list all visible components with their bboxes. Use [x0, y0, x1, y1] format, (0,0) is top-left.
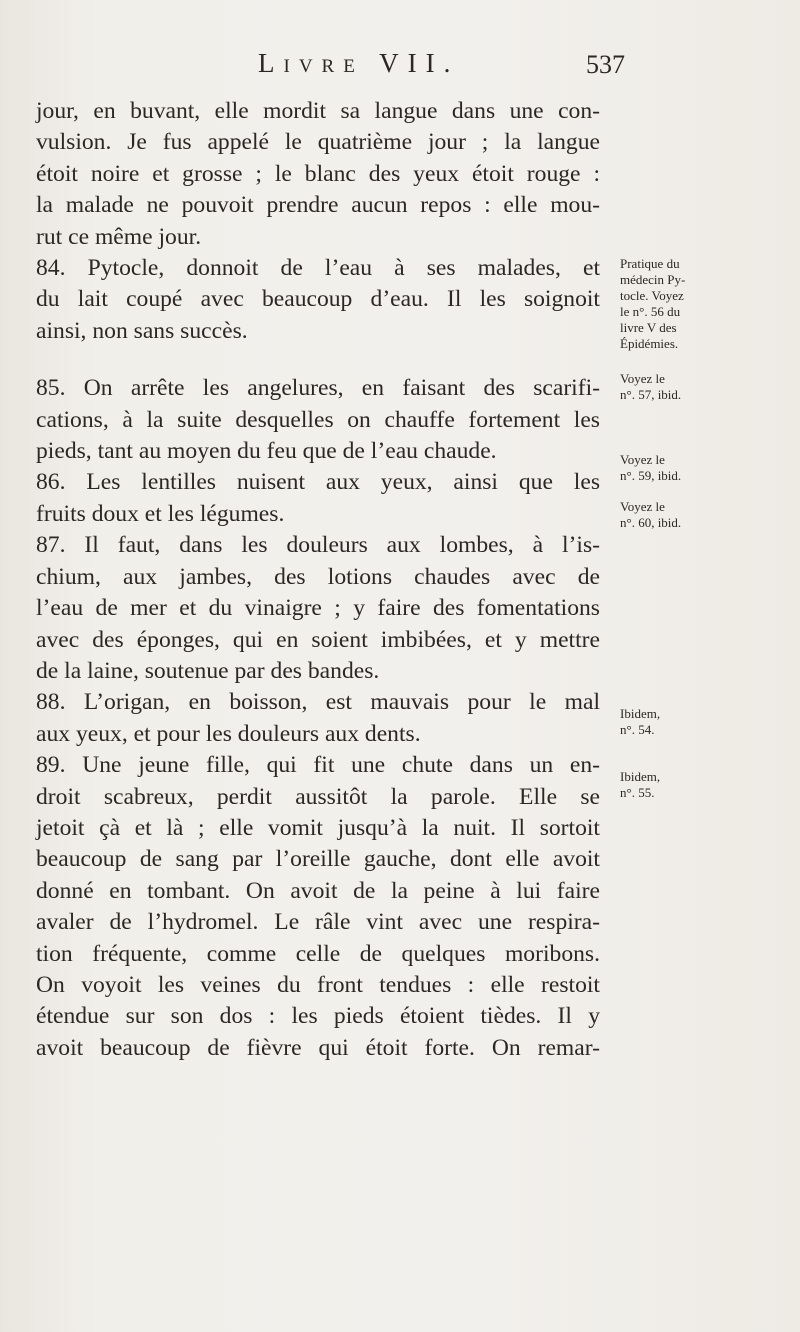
text-line: ainsi, non sans succès.	[36, 317, 248, 344]
text-line: chium, aux jambes, des lotions chaudes avec de	[36, 563, 600, 590]
text-line: donné en tombant. On avoit de la peine à lui faire	[36, 877, 600, 904]
margin-note-line: tocle. Voyez	[620, 288, 684, 303]
running-head-title: Livre VII.	[258, 48, 460, 78]
margin-note-line: n°. 60, ibid.	[620, 515, 682, 530]
margin-note-line: médecin Py-	[620, 272, 686, 287]
margin-note-line: n°. 54.	[620, 722, 655, 737]
page-number: 537	[586, 50, 625, 79]
text-line: 88. L’origan, en boisson, est mauvais pour le mal	[36, 689, 600, 716]
text-line: jetoit çà et là ; elle vomit jusqu’à la nuit. Il sortoit	[36, 814, 600, 841]
margin-note-line: le n°. 56 du	[620, 304, 681, 319]
main-text	[36, 96, 600, 1064]
text-line: On voyoit les veines du front tendues : elle restoit	[36, 971, 600, 998]
margin-note-line: Voyez le	[620, 499, 665, 514]
text-line: 85. On arrête les angelures, en faisant des scarifi-	[36, 375, 600, 402]
text-line: la malade ne pouvoit prendre aucun repos : elle mou-	[36, 192, 600, 219]
text-line: étoit noire et grosse ; le blanc des yeux étoit rouge :	[36, 160, 600, 187]
margin-note-line: Voyez le	[620, 371, 665, 386]
text-line: avec des éponges, qui en soient imbibées, et y mettre	[36, 626, 600, 653]
text-line: avoit beaucoup de fièvre qui étoit forte. On remar-	[36, 1034, 600, 1061]
margin-note-line: n°. 59, ibid.	[620, 468, 682, 483]
text-line: beaucoup de sang par l’oreille gauche, dont elle avoit	[36, 846, 600, 873]
text-line: cations, à la suite desquelles on chauffe fortement les	[36, 406, 600, 433]
text-line: étendue sur son dos : les pieds étoient tièdes. Il y	[36, 1003, 600, 1030]
text-line: vulsion. Je fus appelé le quatrième jour ; la langue	[36, 129, 600, 156]
margin-note-line: livre V des	[620, 320, 677, 335]
text-line: 89. Une jeune fille, qui fit une chute dans un en-	[36, 752, 600, 779]
text-line: 86. Les lentilles nuisent aux yeux, ainsi que les	[36, 469, 600, 496]
text-line: de la laine, soutenue par des bandes.	[36, 657, 380, 684]
text-line: jour, en buvant, elle mordit sa langue dans une con-	[36, 98, 600, 124]
text-line: 84. Pytocle, donnoit de l’eau à ses malades, et	[36, 255, 600, 282]
text-line: du lait coupé avec beaucoup d’eau. Il les soignoit	[36, 286, 600, 313]
text-line: l’eau de mer et du vinaigre ; y faire des fomentations	[36, 595, 600, 622]
margin-note-line: Pratique du	[620, 256, 680, 271]
running-head	[0, 48, 800, 88]
margin-note	[620, 706, 790, 738]
text-line: 87. Il faut, dans les douleurs aux lombes, à l’is-	[36, 532, 600, 559]
text-line: tion fréquente, comme celle de quelques moribons.	[36, 940, 600, 967]
text-line: avaler de l’hydromel. Le râle vint avec une respira-	[36, 909, 600, 936]
text-line: fruits doux et les légumes.	[36, 500, 285, 527]
margin-note	[620, 256, 790, 352]
margin-note	[620, 371, 790, 403]
text-line: pieds, tant au moyen du feu que de l’eau chaude.	[36, 438, 497, 465]
margin-note-line: Ibidem,	[620, 769, 661, 784]
margin-note-line: Voyez le	[620, 452, 665, 467]
margin-note	[620, 499, 790, 531]
margin-note-line: Ibidem,	[620, 706, 661, 721]
margin-note	[620, 769, 790, 801]
margin-note	[620, 452, 790, 484]
text-line: rut ce même jour.	[36, 223, 202, 250]
margin-note-line: n°. 57, ibid.	[620, 387, 682, 402]
margin-note-line: Épidémies.	[620, 336, 679, 351]
margin-note-line: n°. 55.	[620, 785, 655, 800]
text-line: aux yeux, et pour les douleurs aux dents.	[36, 720, 421, 747]
text-line: droit scabreux, perdit aussitôt la parole. Elle se	[36, 783, 600, 810]
